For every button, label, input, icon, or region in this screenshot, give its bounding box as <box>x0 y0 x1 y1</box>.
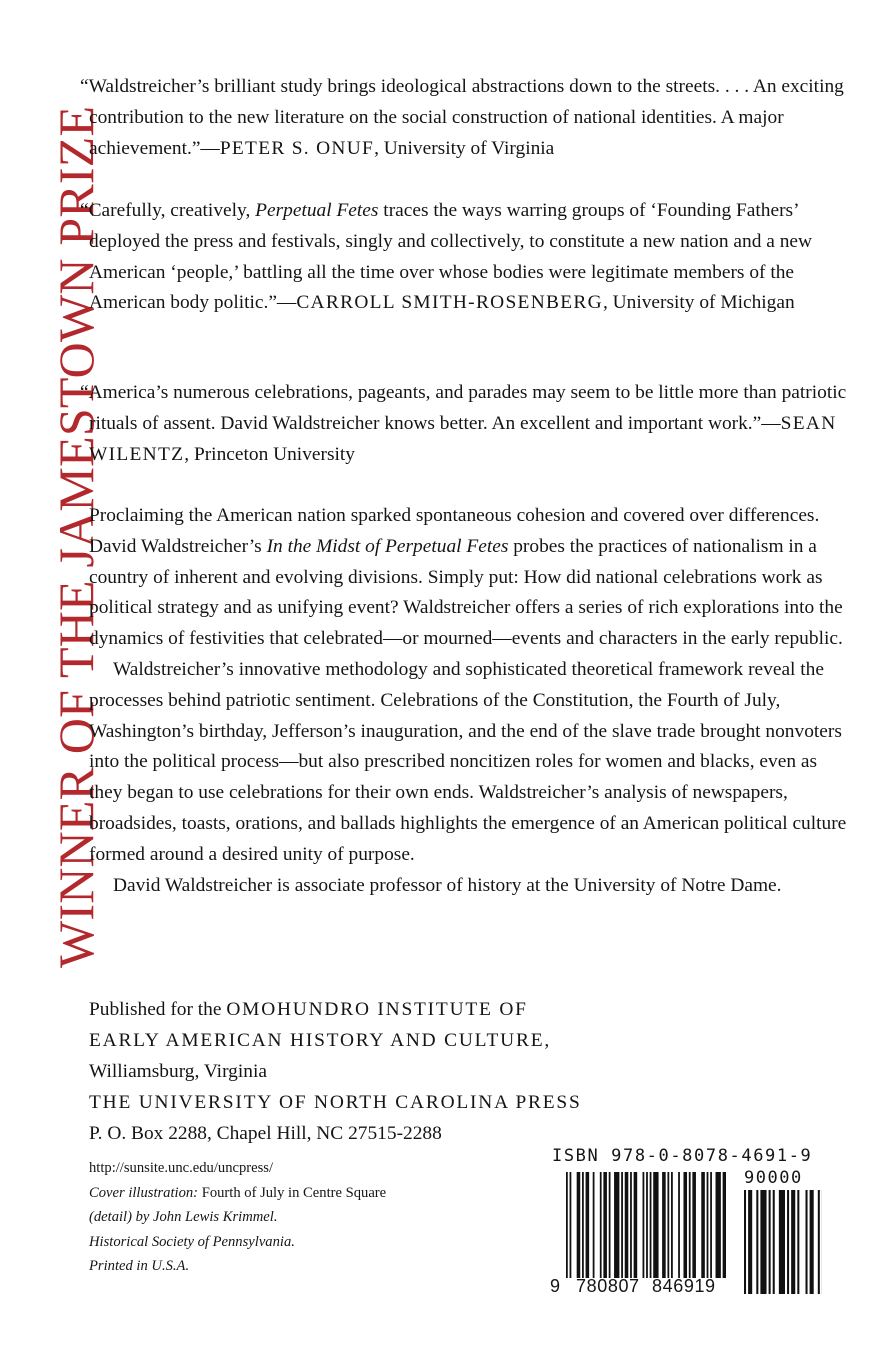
barcode-bar <box>769 1190 771 1294</box>
credits <box>89 1156 509 1279</box>
barcode-bar <box>662 1172 666 1278</box>
barcode-bar <box>806 1190 808 1294</box>
isbn-label: ISBN 978-0-8078-4691-9 <box>552 1146 813 1166</box>
barcode-bar <box>791 1190 795 1294</box>
barcode-bar <box>683 1172 687 1278</box>
barcode-bar <box>667 1172 669 1278</box>
barcode-bar <box>707 1172 709 1278</box>
press-address: P. O. Box 2288, Chapel Hill, NC 27515-2288 <box>89 1123 442 1144</box>
publisher-imprint <box>89 994 609 1149</box>
institute-name-2: EARLY AMERICAN HISTORY AND CULTURE, <box>89 1030 552 1051</box>
blurb-author: PETER S. ONUF <box>219 137 375 159</box>
description-rest: probes the practices of nationalism in a country of inherent and evolving divisions. Simply put: How did national celebrations work as political strategy and as unifying event? Waldstreicher offers a series of rich explorations into the dynamics of festivities that celebrated—or mourned—events and characters in the early republic. <box>89 535 843 650</box>
barcode-bar <box>646 1172 648 1278</box>
barcode-bar <box>625 1172 629 1278</box>
blurb-text: “Waldstreicher’s brilliant study brings ideological abstractions down to the streets. . . . An exciting contribution to the new literature on the social construction of national identities. A major achievement.”— <box>80 76 844 159</box>
barcode-bar <box>760 1190 766 1294</box>
book-description <box>89 501 851 901</box>
barcode-bar <box>609 1172 611 1278</box>
barcode-bar <box>650 1172 652 1278</box>
blurb-affiliation: , Princeton University <box>184 443 355 465</box>
barcode-bar <box>692 1172 696 1278</box>
barcode-bar <box>653 1172 658 1278</box>
barcode-bar <box>689 1172 691 1278</box>
institute-city: Williamsburg, Virginia <box>89 1061 267 1082</box>
press-url: http://sunsite.unc.edu/uncpress/ <box>89 1160 274 1176</box>
barcode-bar <box>586 1172 590 1278</box>
barcode-bar <box>643 1172 645 1278</box>
barcode-bar <box>566 1172 568 1278</box>
institute-name-1: OMOHUNDRO INSTITUTE OF <box>226 999 528 1020</box>
blurb-text: “America’s numerous celebrations, pageants, and parades may seem to be little more than patriotic rituals of assent. David Waldstreicher knows better. An excellent and important work.”— <box>80 382 847 434</box>
blurb-text: traces the ways warring groups of ‘Founding Fathers’ deployed the press and festivals, singly and collectively, to constitute a new nation and a new American ‘people,’ battling all the time over whose bodies were legitimate members of the American body politic.”— <box>89 200 813 314</box>
barcode-bar <box>678 1172 680 1278</box>
cover-credit <box>89 1181 509 1206</box>
barcode-bar <box>779 1190 785 1294</box>
author-bio: David Waldstreicher is associate professor of history at the University of Notre Dame. <box>113 874 782 896</box>
cover-credit-detail: (detail) by John Lewis Krimmel. <box>89 1209 278 1225</box>
barcode-bar <box>748 1190 752 1294</box>
barcode-bar <box>723 1172 726 1278</box>
barcode-bar <box>810 1190 814 1294</box>
description-lead: Proclaiming the American nation sparked spontaneous cohesion and covered over differences. David Waldstreicher’s <box>89 505 820 557</box>
cover-credit-society: Historical Society of Pennsylvania. <box>89 1233 295 1250</box>
barcode-first-digit: 9 <box>550 1276 561 1296</box>
published-for-text: Published for the <box>89 999 227 1020</box>
blurb-onuf <box>80 72 850 164</box>
description-book-title: In the Midst of Perpetual Fetes <box>266 535 509 557</box>
barcode-bar <box>744 1190 746 1294</box>
barcode-bar <box>787 1190 789 1294</box>
blurb-author: CARROLL SMITH-ROSENBERG <box>296 292 603 314</box>
blurb-book-title: Perpetual Fetes <box>255 200 379 221</box>
barcode-bar <box>577 1172 581 1278</box>
barcode-bar <box>621 1172 623 1278</box>
barcode-bar <box>570 1172 572 1278</box>
description-paragraph-1 <box>89 501 851 655</box>
barcode-bar <box>634 1172 638 1278</box>
ean13-bars <box>566 1172 726 1278</box>
barcode-bar <box>603 1172 607 1278</box>
blurb-author: SEAN WILENTZ <box>89 412 837 465</box>
isbn-barcode <box>548 1146 828 1300</box>
barcode-bar <box>701 1172 705 1278</box>
blurb-wilentz <box>80 378 850 470</box>
addon-bars <box>744 1190 822 1294</box>
barcode-bar <box>773 1190 775 1294</box>
barcode-bar <box>630 1172 632 1278</box>
barcode-bar <box>593 1172 595 1278</box>
blurb-lead: “Carefully, creatively, <box>80 200 256 221</box>
price-addon-label: 90000 <box>744 1168 803 1188</box>
blurb-smith-rosenberg <box>80 196 850 319</box>
barcode-bar <box>710 1172 712 1278</box>
jamestown-prize-banner: WINNER OF THE JAMESTOWN PRIZE <box>48 105 104 968</box>
barcode-bar <box>756 1190 758 1294</box>
barcode-bar <box>614 1172 619 1278</box>
barcode-bar <box>818 1190 820 1294</box>
barcode-bar <box>600 1172 602 1278</box>
barcode-bar <box>797 1190 799 1294</box>
imprint-line-1 <box>89 994 609 1025</box>
barcode-left-digits: 780807 <box>576 1276 640 1296</box>
barcode-right-digits: 846919 <box>652 1276 716 1296</box>
printed-in: Printed in U.S.A. <box>89 1258 190 1274</box>
blurb-affiliation: , University of Michigan <box>602 292 795 314</box>
barcode-bar <box>716 1172 721 1278</box>
cover-credit-text: Fourth of July in Centre Square <box>198 1184 387 1201</box>
blurb-affiliation: , University of Virginia <box>374 137 555 159</box>
cover-credit-label: Cover illustration: <box>89 1184 199 1201</box>
press-name: THE UNIVERSITY OF NORTH CAROLINA PRESS <box>89 1092 582 1113</box>
description-paragraph-2: Waldstreicher’s innovative methodology and sophisticated theoretical framework reveal the processes behind patriotic sentiment. Celebrations of the Constitution, the Fourth of July, Washington’s birthday, Jefferson’s inauguration, and the end of the slave trade brought nonvoters into the political process—but also prescribed noncitizen roles for women and blacks, even as they began to use celebrations for their own ends. Waldstreicher’s analysis of newspapers, broadsides, toasts, orations, and ballads highlights the emergence of an American political culture formed around a desired unity of purpose. <box>89 658 847 865</box>
barcode-bar <box>582 1172 584 1278</box>
barcode-bar <box>671 1172 673 1278</box>
